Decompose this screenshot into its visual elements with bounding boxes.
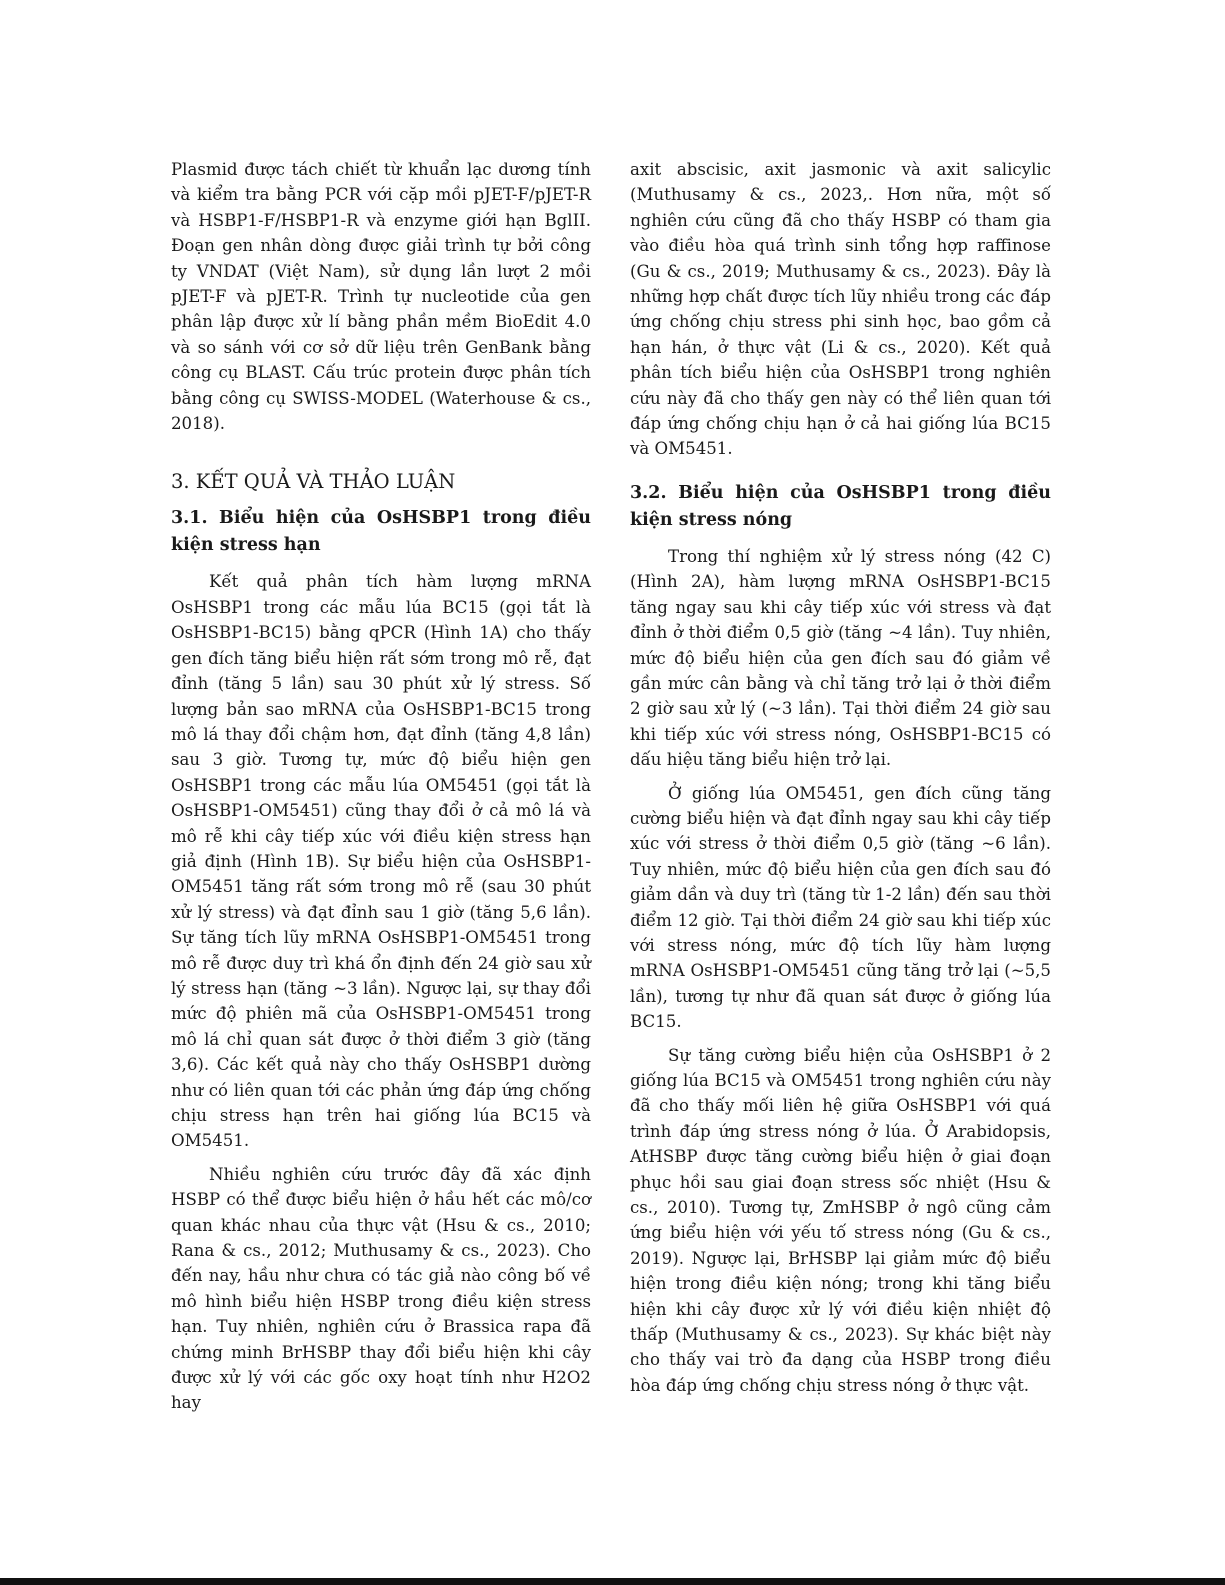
left-column (171, 157, 591, 1416)
paragraph-3-2-bc15: Trong thí nghiệm xử lý stress nóng (42 C) (Hình 2A), hàm lượng mRNA OsHSBP1-BC15 tăng ngay sau khi cây tiếp xúc với stress và đạt đỉnh ở thời điểm 0,5 giờ (tăng ~4 lần). Tuy nhiên, mức độ biểu hiện của gen đích sau đó giảm về gần mức cân bằng và chỉ tăng trở lại ở thời điểm 2 giờ sau xử lý (~3 lần). Tại thời điểm 24 giờ sau khi tiếp xúc với stress nóng, OsHSBP1-BC15 có dấu hiệu tăng biểu hiện trở lại. (630, 546, 1051, 770)
paragraph-methods: Plasmid được tách chiết từ khuẩn lạc dương tính và kiểm tra bằng PCR với cặp mồi pJET-F/pJET-R và HSBP1-F/HSBP1-R và enzyme giới hạn BglII. Đoạn gen nhân dòng được giải trình tự bởi công ty VNDAT (Việt Nam), sử dụng lần lượt 2 mồi pJET-F và pJET-R. Trình tự nucleotide của gen phân lập được xử lí bằng phần mềm BioEdit 4.0 và so sánh với cơ sở dữ liệu trên GenBank bằng công cụ BLAST. Cấu trúc protein được phân tích bằng công cụ SWISS-MODEL (Waterhouse & cs., 2018). (171, 160, 591, 434)
paragraph-3-2-om5451: Ở giống lúa OM5451, gen đích cũng tăng cường biểu hiện và đạt đỉnh ngay sau khi cây tiếp xúc với stress ở thời điểm 0,5 giờ (tăng ~6 lần). Tuy nhiên, mức độ biểu hiện của gen đích sau đó giảm dần và duy trì (tăng từ 1-2 lần) đến sau thời điểm 12 giờ. Tại thời điểm 24 giờ sau khi tiếp xúc với stress nóng, mức độ tích lũy hàm lượng mRNA OsHSBP1-OM5451 cũng tăng trở lại (~5,5 lần), tương tự như đã quan sát được ở giống lúa BC15. (630, 783, 1051, 1032)
paragraph-3-2-discussion: Sự tăng cường biểu hiện của OsHSBP1 ở 2 giống lúa BC15 và OM5451 trong nghiên cứu này đã cho thấy mối liên hệ giữa OsHSBP1 với quá trình đáp ứng stress nóng ở lúa. Ở Arabidopsis, AtHSBP được tăng cường biểu hiện ở giai đoạn phục hồi sau giai đoạn stress sốc nhiệt (Hsu & cs., 2010). Tương tự, ZmHSBP ở ngô cũng cảm ứng biểu hiện với yếu tố stress nóng (Gu & cs., 2019). Ngược lại, BrHSBP lại giảm mức độ biểu hiện trong điều kiện nóng; trong khi tăng biểu hiện khi cây được xử lý với điều kiện nhiệt độ thấp (Muthusamy & cs., 2023). Sự khác biệt này cho thấy vai trò đa dạng của HSBP trong điều hòa đáp ứng chống chịu stress nóng ở thực vật. (630, 1045, 1051, 1395)
paragraph-3-1-results: Kết quả phân tích hàm lượng mRNA OsHSBP1 trong các mẫu lúa BC15 (gọi tắt là OsHSBP1-BC15) bằng qPCR (Hình 1A) cho thấy gen đích tăng biểu hiện rất sớm trong mô rễ, đạt đỉnh (tăng 5 lần) sau 30 phút xử lý stress. Số lượng bản sao mRNA của OsHSBP1-BC15 trong mô lá thay đổi chậm hơn, đạt đỉnh (tăng 4,8 lần) sau 3 giờ. Tương tự, mức độ biểu hiện gen OsHSBP1 trong các mẫu lúa OM5451 (gọi tắt là OsHSBP1-OM5451) cũng thay đổi ở cả mô lá và mô rễ khi cây tiếp xúc với điều kiện stress hạn giả định (Hình 1B). Sự biểu hiện của OsHSBP1-OM5451 tăng rất sớm trong mô rễ (sau 30 phút xử lý stress) và đạt đỉnh sau 1 giờ (tăng 5,6 lần). Sự tăng tích lũy mRNA OsHSBP1-OM5451 trong mô rễ được duy trì khá ổn định đến 24 giờ sau xử lý stress hạn (tăng ~3 lần). Ngược lại, sự thay đổi mức độ phiên mã của OsHSBP1-OM5451 trong mô lá chỉ quan sát được ở thời điểm 3 giờ (tăng 3,6). Các kết quả này cho thấy OsHSBP1 dường như có liên quan tới các phản ứng đáp ứng chống chịu stress hạn trên hai giống lúa BC15 và OM5451. (171, 572, 591, 1151)
subsection-3-2-title: 3.2. Biểu hiện của OsHSBP1 trong điều kiện stress nóng (630, 482, 1051, 530)
section-title: 3. KẾT QUẢ VÀ THẢO LUẬN (171, 470, 456, 494)
paragraph-3-1-discussion: Nhiều nghiên cứu trước đây đã xác định HSBP có thể được biểu hiện ở hầu hết các mô/cơ quan khác nhau của thực vật (Hsu & cs., 2010; Rana & cs., 2012; Muthusamy & cs., 2023). Cho đến nay, hầu như chưa có tác giả nào công bố về mô hình biểu hiện HSBP trong điều kiện stress hạn. Tuy nhiên, nghiên cứu ở Brassica rapa đã chứng minh BrHSBP thay đổi biểu hiện khi cây được xử lý với các gốc oxy hoạt tính như H2O2 hay (171, 1164, 591, 1413)
bottom-rule (0, 1578, 1225, 1585)
right-column (630, 157, 1051, 1398)
subsection-3-1-title: 3.1. Biểu hiện của OsHSBP1 trong điều kiện stress hạn (171, 508, 591, 556)
paragraph-continued: axit abscisic, axit jasmonic và axit salicylic (Muthusamy & cs., 2023,. Hơn nữa, một số nghiên cứu cũng đã cho thấy HSBP có tham gia vào điều hòa quá trình sinh tổng hợp raffinose (Gu & cs., 2019; Muthusamy & cs., 2023). Đây là những hợp chất được tích lũy nhiều trong các đáp ứng chống chịu stress phi sinh học, bao gồm cả hạn hán, ở thực vật (Li & cs., 2020). Kết quả phân tích biểu hiện của OsHSBP1 trong nghiên cứu này đã cho thấy gen này có thể liên quan tới đáp ứng chống chịu hạn ở cả hai giống lúa BC15 và OM5451. (630, 160, 1051, 459)
